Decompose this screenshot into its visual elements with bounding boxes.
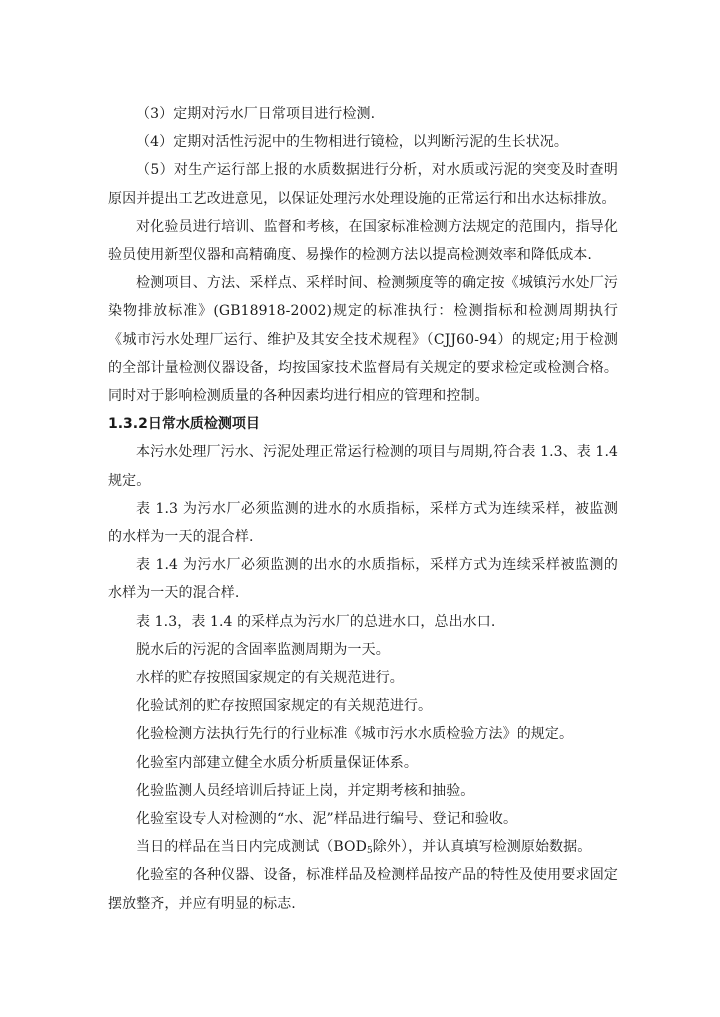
paragraph-quality-system: 化验室内部建立健全水质分析质量保证体系。: [136, 754, 418, 771]
paragraph-sample-registration: 化验室设专人对检测的“水、泥”样品进行编号、登记和验收。: [136, 811, 518, 828]
paragraph-sample-storage: 水样的贮存按照国家规定的有关规范进行。: [136, 670, 404, 687]
bod-subscript: 5: [366, 846, 373, 857]
paragraph-item-4: （4）定期对活性污泥中的生物相进行镜检，以判断污泥的生长状况。: [136, 134, 569, 151]
bod-text-before: 当日的样品在当日内完成测试（BOD: [136, 839, 367, 856]
paragraph-sludge-solids: 脱水后的污泥的含固率监测周期为一天。: [136, 641, 390, 658]
paragraph-reagent-storage: 化验试剂的贮存按照国家规定的有关规范进行。: [136, 698, 433, 715]
paragraph-test-method: 化验检测方法执行先行的行业标准《城市污水水质检验方法》的规定。: [136, 726, 574, 743]
paragraph-staff-certification: 化验监测人员经培训后持证上岗，并定期考核和抽验。: [136, 782, 475, 799]
paragraph-detection-items: 本污水处理厂污水、污泥处理正常运行检测的项目与周期,符合表 1.3、表 1.4 规定。: [108, 444, 618, 489]
bod-text-after: 除外），并认真填写检测原始数据。: [372, 839, 592, 856]
paragraph-sampling-points: 表 1.3，表 1.4 的采样点为污水厂的总进水口，总出水口.: [136, 613, 496, 630]
document-page: [108, 100, 618, 918]
paragraph-table-1-3: 表 1.3 为污水厂必须监测的进水的水质指标，采样方式为连续采样，被监测的水样为一天的混合样.: [108, 500, 618, 546]
paragraph-item-3: （3）定期对污水厂日常项目进行检测.: [136, 106, 376, 122]
paragraph-instrument-placement: 化验室的各种仪器、设备，标准样品及检测样品按产品的特性及使用要求固定摆放整齐，并应有明显的标志.: [108, 867, 618, 912]
paragraph-table-1-4: 表 1.4 为污水厂必须监测的出水的水质指标，采样方式为连续采样被监测的水样为一天的混合样.: [108, 557, 618, 602]
section-heading: 1.3.2日常水质检测项目: [108, 416, 260, 433]
paragraph-training: 对化验员进行培训、监督和考核，在国家标准检测方法规定的范围内，指导化验员使用新型仪器和高精确度、易操作的检测方法以提高检测效率和降低成本.: [108, 218, 618, 264]
paragraph-daily-testing: [108, 833, 618, 861]
paragraph-item-5: （5）对生产运行部上报的水质数据进行分析，对水质或污泥的突变及时查明原因并提出工艺改进意见，以保证处理污水处理设施的正常运行和出水达标排放。: [108, 162, 618, 207]
paragraph-standards: 检测项目、方法、采样点、采样时间、检测频度等的确定按《城镇污水处厂污染物排放标准》(GB18918-2002)规定的标准执行：检测指标和检测周期执行《城市污水处理厂运行、维护及其安全技术规程》（CJJ60-94）的规定;用于检测的全部计量检测仪器设备，均按国家技术监督局有关规定的要求检定或检测合格。同时对于影响检测质量的各种因素均进行相应的管理和控制。: [108, 275, 618, 405]
